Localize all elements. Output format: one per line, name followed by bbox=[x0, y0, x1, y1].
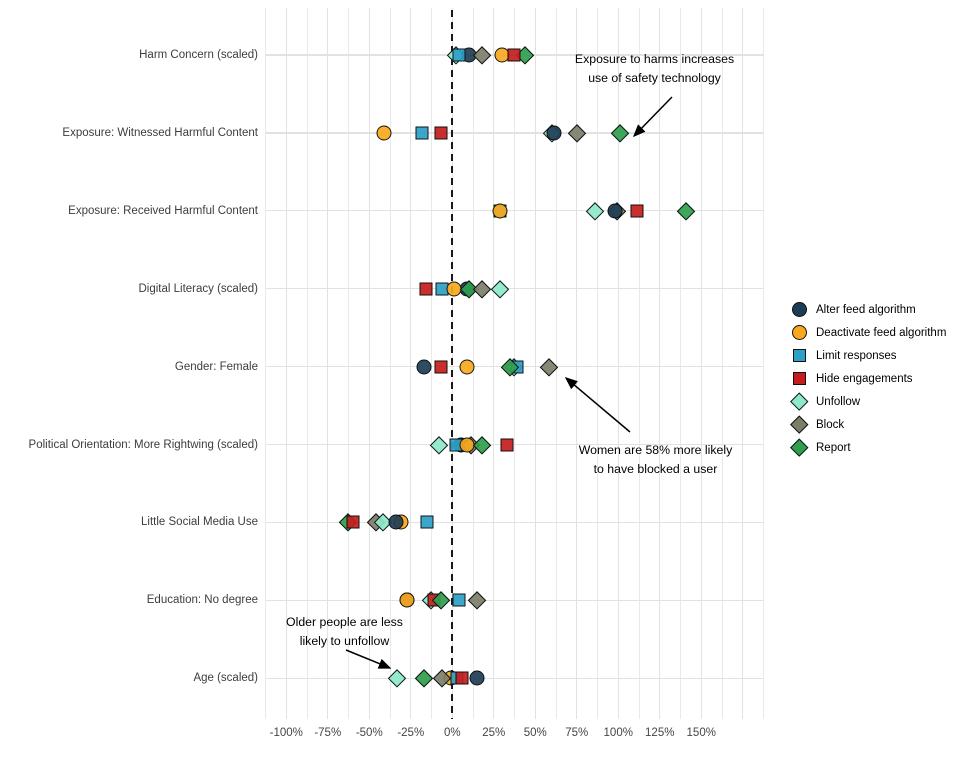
x-axis-tick-label: -50% bbox=[355, 727, 383, 739]
legend-label: Block bbox=[816, 418, 845, 431]
annotation bbox=[533, 441, 778, 479]
gridline-major-vertical bbox=[742, 8, 743, 719]
gridline-minor-vertical bbox=[680, 8, 681, 719]
marker-hide-engagements bbox=[434, 126, 447, 139]
gridline-major-vertical bbox=[493, 8, 494, 719]
marker-limit-responses bbox=[452, 594, 465, 607]
legend-swatch-block-icon bbox=[789, 418, 809, 431]
gridline-horizontal bbox=[266, 288, 764, 289]
legend-item bbox=[789, 436, 946, 459]
y-axis-label: Little Social Media Use bbox=[141, 516, 258, 529]
y-axis-label: Digital Literacy (scaled) bbox=[138, 282, 258, 295]
legend-item bbox=[789, 413, 946, 436]
marker-hide-engagements bbox=[346, 516, 359, 529]
marker-limit-responses bbox=[452, 49, 465, 62]
marker-alter-feed-algorithm bbox=[417, 359, 432, 374]
marker-alter-feed-algorithm bbox=[470, 671, 485, 686]
legend-label: Hide engagements bbox=[816, 372, 913, 385]
legend-swatch-hide-engagements-icon bbox=[789, 372, 809, 385]
x-axis-tick-label: 125% bbox=[645, 727, 675, 739]
legend-item bbox=[789, 344, 946, 367]
x-axis-tick-label: 150% bbox=[686, 727, 716, 739]
legend-item bbox=[789, 321, 946, 344]
marker-hide-engagements bbox=[434, 360, 447, 373]
x-axis-tick-label: 25% bbox=[482, 727, 506, 739]
marker-report bbox=[473, 436, 491, 454]
marker-unfollow bbox=[430, 436, 448, 454]
x-axis-tick-label: -100% bbox=[269, 727, 303, 739]
annotation bbox=[232, 613, 457, 651]
y-axis-label: Exposure: Received Harmful Content bbox=[68, 204, 258, 217]
marker-block bbox=[568, 124, 586, 142]
gridline-minor-vertical bbox=[722, 8, 723, 719]
marker-alter-feed-algorithm bbox=[546, 125, 561, 140]
x-axis-tick-label: 100% bbox=[603, 727, 633, 739]
legend-item bbox=[789, 298, 946, 321]
y-axis-label: Harm Concern (scaled) bbox=[139, 49, 258, 61]
legend-marker bbox=[793, 349, 806, 362]
marker-limit-responses bbox=[416, 126, 429, 139]
marker-hide-engagements bbox=[456, 672, 469, 685]
legend-swatch-report-icon bbox=[789, 441, 809, 454]
marker-deactivate-feed-algorithm bbox=[377, 125, 392, 140]
y-axis-label: Age (scaled) bbox=[193, 672, 258, 685]
legend-swatch-unfollow-icon bbox=[789, 395, 809, 408]
legend-label: Report bbox=[816, 441, 851, 454]
legend-swatch-limit-responses-icon bbox=[789, 349, 809, 362]
gridline-horizontal bbox=[266, 600, 764, 601]
gridline-minor-vertical bbox=[597, 8, 598, 719]
legend-item bbox=[789, 367, 946, 390]
legend-marker bbox=[790, 393, 808, 411]
gridline-minor-vertical bbox=[763, 8, 764, 719]
y-axis-label: Gender: Female bbox=[174, 360, 258, 373]
legend bbox=[789, 298, 946, 459]
gridline-horizontal bbox=[266, 678, 764, 679]
annotation-line: Older people are less bbox=[286, 615, 403, 629]
annotation-line: likely to unfollow bbox=[299, 634, 390, 649]
x-axis-tick-label: 75% bbox=[565, 727, 589, 739]
legend-marker bbox=[790, 439, 808, 457]
x-axis-tick-label: -25% bbox=[397, 727, 425, 739]
marker-unfollow bbox=[586, 202, 604, 220]
legend-label: Limit responses bbox=[816, 349, 897, 362]
marker-hide-engagements bbox=[501, 438, 514, 451]
x-axis-tick-label: 0% bbox=[443, 727, 461, 739]
annotation-line: to have blocked a user bbox=[593, 462, 718, 477]
legend-marker bbox=[793, 372, 806, 385]
annotation-line: Women are 58% more likely bbox=[578, 443, 733, 457]
gridline-major-vertical bbox=[618, 8, 619, 719]
gridline-horizontal bbox=[266, 132, 764, 133]
gridline-major-vertical bbox=[701, 8, 702, 719]
marker-alter-feed-algorithm bbox=[388, 515, 403, 530]
x-axis-tick-label: -75% bbox=[314, 727, 342, 739]
y-axis-label: Political Orientation: More Rightwing (scaled) bbox=[28, 438, 258, 451]
legend-swatch-alter-feed-algorithm-icon bbox=[789, 302, 809, 317]
x-axis-tick-label: 50% bbox=[523, 727, 547, 739]
annotation-line: Exposure to harms increases bbox=[574, 52, 735, 66]
marker-hide-engagements bbox=[507, 49, 520, 62]
marker-deactivate-feed-algorithm bbox=[493, 203, 508, 218]
legend-swatch-deactivate-feed-algorithm-icon bbox=[789, 325, 809, 340]
gridline-major-vertical bbox=[659, 8, 660, 719]
marker-deactivate-feed-algorithm bbox=[400, 593, 415, 608]
marker-deactivate-feed-algorithm bbox=[460, 359, 475, 374]
marker-unfollow bbox=[389, 669, 407, 687]
legend-label: Deactivate feed algorithm bbox=[816, 326, 947, 339]
gridline-major-vertical bbox=[535, 8, 536, 719]
gridline-major-vertical bbox=[576, 8, 577, 719]
y-axis-label: Education: No degree bbox=[146, 594, 258, 607]
y-axis-label: Exposure: Witnessed Harmful Content bbox=[62, 126, 258, 139]
marker-alter-feed-algorithm bbox=[607, 203, 622, 218]
marker-hide-engagements bbox=[419, 282, 432, 295]
legend-label: Alter feed algorithm bbox=[816, 303, 916, 316]
gridline-minor-vertical bbox=[556, 8, 557, 719]
legend-marker bbox=[792, 302, 807, 317]
marker-hide-engagements bbox=[630, 204, 643, 217]
gridline-minor-vertical bbox=[639, 8, 640, 719]
annotation-line: use of safety technology bbox=[588, 71, 721, 86]
marker-block bbox=[468, 591, 486, 609]
annotation bbox=[532, 50, 777, 88]
legend-item bbox=[789, 390, 946, 413]
marker-limit-responses bbox=[421, 516, 434, 529]
legend-marker bbox=[792, 325, 807, 340]
legend-marker bbox=[790, 416, 808, 434]
marker-block bbox=[473, 280, 491, 298]
marker-block bbox=[473, 46, 491, 64]
marker-report bbox=[611, 124, 629, 142]
legend-label: Unfollow bbox=[816, 395, 861, 408]
